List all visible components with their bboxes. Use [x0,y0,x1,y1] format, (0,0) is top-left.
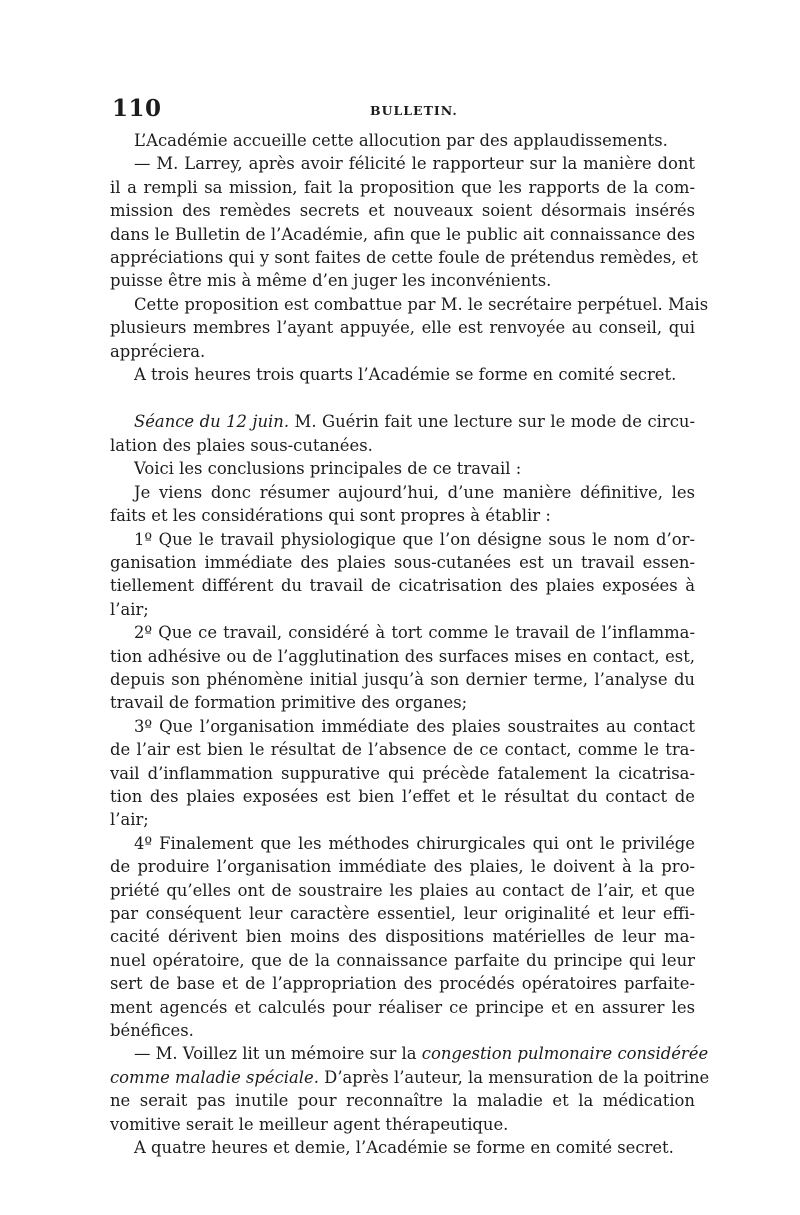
conclusion-3 [110,715,695,832]
paragraph-resume [110,481,695,528]
text-line: plusieurs membres l’ayant appuyée, elle est renvoyée au conseil, qui [110,318,695,338]
text-line: ganisation immédiate des plaies sous-cutanées est un travail essen- [110,552,695,572]
text-line: ne serait pas inutile pour reconnaître la maladie et la médication [110,1091,695,1111]
paragraph-seance-12-juin [110,410,695,457]
text-line: comme maladie spéciale. D’après l’auteur, la mensuration de la poitrine [110,1067,710,1087]
paragraph-applause [110,129,695,152]
text-line: lation des plaies sous-cutanées. [110,435,373,455]
text-line: vomitive serait le meilleur agent thérapeutique. [110,1114,509,1134]
text-line: nuel opératoire, que de la connaissance parfaite du principe qui leur [110,950,695,970]
running-head: BULLETIN. [370,103,458,118]
text-line: 2º Que ce travail, considéré à tort comme le travail de l’inflamma- [134,623,695,643]
text-line: de l’air est bien le résultat de l’absence de ce contact, comme le tra- [110,740,695,760]
paragraph-voillez-memoir [110,1042,710,1136]
seance-date: Séance du 12 juin. [134,412,290,432]
text-line: de produire l’organisation immédiate des plaies, le doivent à la pro- [110,857,695,877]
text-line: travail de formation primitive des organes; [110,693,468,713]
paragraph-larrey-proposal [110,152,698,292]
text-line: — M. Larrey, après avoir félicité le rapporteur sur la manière dont [134,154,695,174]
text-line: sert de base et de l’appropriation des procédés opératoires parfaite- [110,974,695,994]
text-line: Séance du 12 juin. M. Guérin fait une lecture sur le mode de circu- [134,412,695,432]
text-line: depuis son phénomène initial jusqu’à son dernier terme, l’analyse du [110,669,695,689]
text-line: par conséquent leur caractère essentiel, leur originalité et leur effi- [110,904,695,923]
conclusion-1 [110,528,695,622]
text-line: il a rempli sa mission, fait la proposition que les rapports de la com- [110,177,695,197]
text-line: appréciera. [110,341,206,361]
paragraph-opposition [110,293,709,363]
text-line: faits et les considérations qui sont propres à établir : [110,506,551,526]
text-line: Voici les conclusions principales de ce travail : [134,459,522,479]
memoir-title-cont: comme maladie spéciale. [110,1067,319,1087]
body-text [110,129,710,1159]
page-header [112,95,708,125]
text-line: dans le Bulletin de l’Académie, afin que le public ait connaissance des [110,224,695,244]
paragraph-secret-committee-2 [110,1136,695,1159]
text-line: A quatre heures et demie, l’Académie se forme en comité secret. [134,1138,674,1158]
text-line: Je viens donc résumer aujourd’hui, d’une manière définitive, les [134,482,695,502]
memoir-title: congestion pulmonaire considérée [421,1044,709,1064]
text-line: l’air; [110,810,149,830]
text-line: 4º Finalement que les méthodes chirurgicales qui ont le privilége [134,833,695,853]
section-gap [110,386,695,410]
text-line: priété qu’elles ont de soustraire les plaies au contact de l’air, et que [110,880,695,900]
text-line: A trois heures trois quarts l’Académie se forme en comité secret. [134,365,677,385]
text-line: tiellement différent du travail de cicatrisation des plaies exposées à [110,576,695,596]
page-number: 110 [112,95,162,122]
text-line: Cette proposition est combattue par M. le secrétaire perpétuel. Mais [134,294,709,314]
text-line: cacité dérivent bien moins des dispositions matérielles de leur ma- [110,927,695,947]
text-line: 1º Que le travail physiologique que l’on désigne sous le nom d’or- [134,529,695,549]
paragraph-conclusions-intro [110,457,695,480]
text-line: bénéfices. [110,1021,194,1041]
text-line: 3º Que l’organisation immédiate des plaies soustraites au contact [134,716,695,736]
text-line: L’Académie accueille cette allocution par des applaudissements. [134,131,668,150]
text-line: l’air; [110,599,149,619]
conclusion-2 [110,621,695,715]
text-line: puisse être mis à même d’en juger les inconvénients. [110,271,552,291]
text-line: appréciations qui y sont faites de cette foule de prétendus remèdes, et [110,248,698,268]
text-line: mission des remèdes secrets et nouveaux soient désormais insérés [110,201,695,221]
text-line: — M. Voillez lit un mémoire sur la congestion pulmonaire considérée [134,1044,709,1064]
text-line: tion des plaies exposées est bien l’effet et le résultat du contact de [110,786,695,806]
text-line: tion adhésive ou de l’agglutination des surfaces mises en contact, est, [110,646,695,666]
paragraph-secret-committee-1 [110,363,695,386]
conclusion-4 [110,832,695,1043]
text-line: vail d’inflammation suppurative qui précède fatalement la cicatrisa- [110,763,695,783]
text-line: ment agencés et calculés pour réaliser ce principe et en assurer les [110,997,695,1017]
